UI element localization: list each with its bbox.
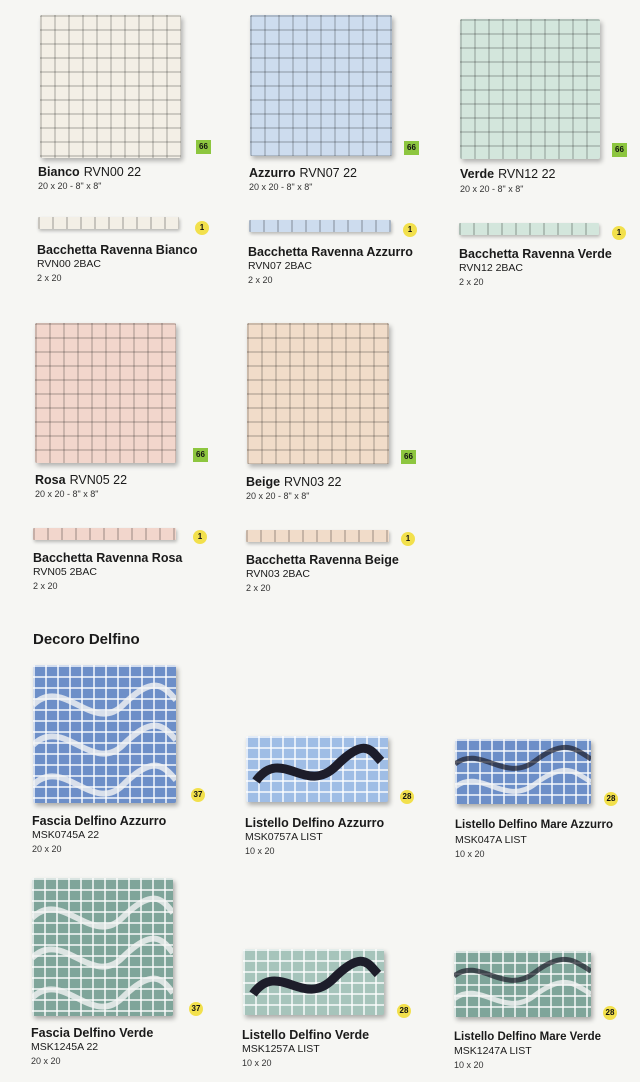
pieces-badge-beige: 66 <box>401 450 416 464</box>
pieces-badge-fascia-azzurro: 37 <box>191 788 205 802</box>
delfino-name-listello-verde: Listello Delfino Verde <box>242 1028 370 1042</box>
product-name-verde: Verde RVN12 22 <box>460 167 556 181</box>
pieces-badge-bacchetta-rosa: 1 <box>193 530 207 544</box>
pieces-badge-mare-azzurro: 28 <box>604 792 618 806</box>
pieces-badge-fascia-verde: 37 <box>189 1002 203 1016</box>
section-title-decoro-delfino: Decoro Delfino <box>33 631 140 648</box>
strip-verde <box>459 223 599 235</box>
bacchetta-name-azzurro: Bacchetta Ravenna Azzurro <box>248 245 413 259</box>
pieces-badge-listello-verde: 28 <box>397 1004 411 1018</box>
delfino-size-mare-verde: 10 x 20 <box>454 1060 484 1070</box>
delfino-name-fascia-verde: Fascia Delfino Verde <box>31 1026 154 1040</box>
dolphin-icon <box>246 736 388 802</box>
bacchetta-code-rosa: RVN05 2BAC <box>33 566 98 578</box>
pieces-badge-bacchetta-azzurro: 1 <box>403 223 417 237</box>
bacchetta-size-beige: 2 x 20 <box>246 583 271 593</box>
delfino-size-mare-azzurro: 10 x 20 <box>455 849 485 859</box>
bacchetta-name-verde: Bacchetta Ravenna Verde <box>459 247 612 261</box>
product-name-rosa: Rosa RVN05 22 <box>35 473 128 487</box>
bacchetta-size-verde: 2 x 20 <box>459 277 484 287</box>
strip-beige <box>246 530 389 542</box>
wave-pattern-icon <box>32 878 173 1016</box>
bacchetta-code-verde: RVN12 2BAC <box>459 262 524 274</box>
strip-rosa <box>33 528 176 540</box>
delfino-size-listello-verde: 10 x 20 <box>242 1058 272 1068</box>
image-fascia-delfino-azzurro <box>33 665 176 803</box>
delfino-code-listello-azzurro: MSK0757A LIST <box>245 831 323 843</box>
product-size-azzurro: 20 x 20 - 8" x 8" <box>249 182 313 192</box>
bacchetta-name-rosa: Bacchetta Ravenna Rosa <box>33 551 183 565</box>
bacchetta-size-rosa: 2 x 20 <box>33 581 58 591</box>
pieces-badge-bianco: 66 <box>196 140 211 154</box>
dolphin-icon <box>243 949 384 1015</box>
strip-bianco <box>38 217 179 229</box>
product-size-verde: 20 x 20 - 8" x 8" <box>460 184 524 194</box>
product-name-bianco: Bianco RVN00 22 <box>38 165 142 179</box>
delfino-name-mare-azzurro: Listello Delfino Mare Azzurro <box>455 819 614 831</box>
product-size-beige: 20 x 20 - 8" x 8" <box>246 491 310 501</box>
product-size-bianco: 20 x 20 - 8" x 8" <box>38 181 102 191</box>
wave-pattern-icon <box>455 739 591 804</box>
delfino-code-mare-verde: MSK1247A LIST <box>454 1045 532 1057</box>
tile-verde <box>460 19 600 159</box>
delfino-code-fascia-verde: MSK1245A 22 <box>31 1041 99 1053</box>
image-listello-delfino-verde <box>243 949 384 1015</box>
delfino-name-mare-verde: Listello Delfino Mare Verde <box>454 1031 601 1043</box>
pieces-badge-verde: 66 <box>612 143 627 157</box>
tile-azzurro <box>250 15 392 156</box>
delfino-code-fascia-azzurro: MSK0745A 22 <box>32 829 100 841</box>
bacchetta-size-bianco: 2 x 20 <box>37 273 62 283</box>
delfino-size-listello-azzurro: 10 x 20 <box>245 846 275 856</box>
bacchetta-code-bianco: RVN00 2BAC <box>37 258 102 270</box>
image-fascia-delfino-verde <box>32 878 173 1016</box>
image-listello-delfino-mare-azzurro <box>455 739 591 804</box>
image-listello-delfino-azzurro <box>246 736 388 802</box>
bacchetta-code-azzurro: RVN07 2BAC <box>248 260 313 272</box>
bacchetta-size-azzurro: 2 x 20 <box>248 275 273 285</box>
wave-pattern-icon <box>454 951 591 1017</box>
pieces-badge-mare-verde: 28 <box>603 1006 617 1020</box>
tile-bianco <box>40 15 181 158</box>
pieces-badge-bacchetta-bianco: 1 <box>195 221 209 235</box>
delfino-code-listello-verde: MSK1257A LIST <box>242 1043 320 1055</box>
bacchetta-name-beige: Bacchetta Ravenna Beige <box>246 553 399 567</box>
product-name-beige: Beige RVN03 22 <box>246 475 342 489</box>
tile-beige <box>247 323 389 464</box>
delfino-size-fascia-azzurro: 20 x 20 <box>32 844 62 854</box>
pieces-badge-azzurro: 66 <box>404 141 419 155</box>
delfino-name-fascia-azzurro: Fascia Delfino Azzurro <box>32 814 167 828</box>
wave-pattern-icon <box>33 665 176 803</box>
tile-rosa <box>35 323 176 463</box>
product-size-rosa: 20 x 20 - 8" x 8" <box>35 489 99 499</box>
delfino-name-listello-azzurro: Listello Delfino Azzurro <box>245 816 385 830</box>
product-name-azzurro: Azzurro RVN07 22 <box>249 166 357 180</box>
strip-azzurro <box>249 220 391 232</box>
bacchetta-code-beige: RVN03 2BAC <box>246 568 311 580</box>
delfino-code-mare-azzurro: MSK047A LIST <box>455 834 527 846</box>
image-listello-delfino-mare-verde <box>454 951 591 1017</box>
pieces-badge-bacchetta-beige: 1 <box>401 532 415 546</box>
delfino-size-fascia-verde: 20 x 20 <box>31 1056 61 1066</box>
pieces-badge-rosa: 66 <box>193 448 208 462</box>
bacchetta-name-bianco: Bacchetta Ravenna Bianco <box>37 243 198 257</box>
pieces-badge-listello-azzurro: 28 <box>400 790 414 804</box>
pieces-badge-bacchetta-verde: 1 <box>612 226 626 240</box>
